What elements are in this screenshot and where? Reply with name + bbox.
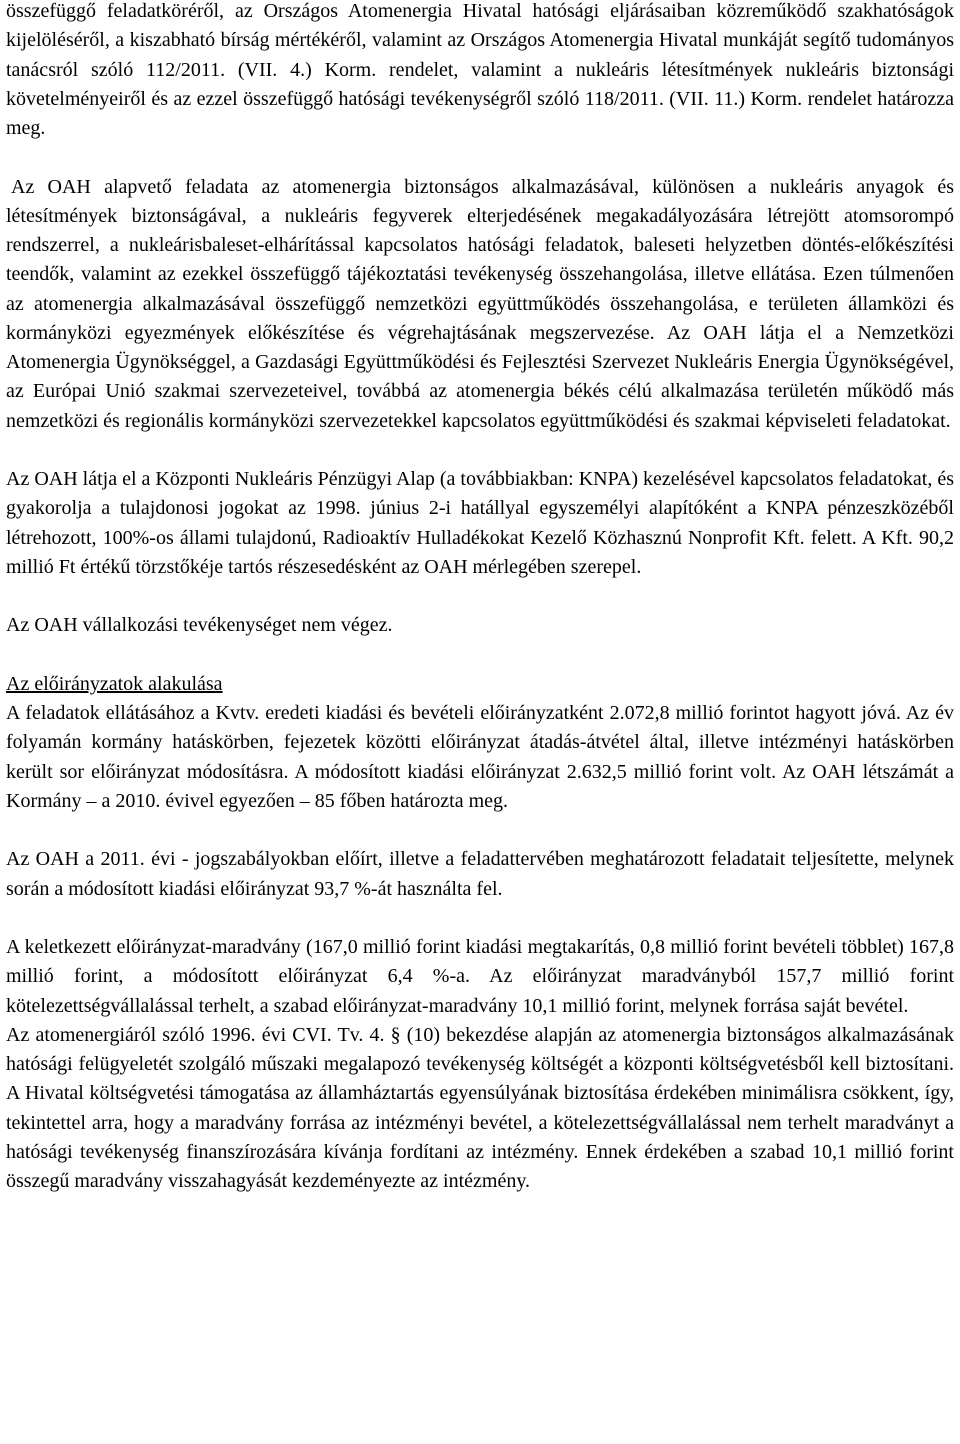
paragraph-regulation-continuation: összefüggő feladatköréről, az Országos Atomenergia Hivatal hatósági eljárásaiban közreműködő szakhatóságok kijelöléséről, a kiszabható bírság mértékéről, valamint az Országos Atomenergia Hivatal munkáját segítő tudományos tanácsról szóló 112/2011. (VII. 4.) Korm. rendelet, valamint a nukleáris létesítmények nukleáris biztonsági követelményeiről és az ezzel összefüggő hatósági tevékenységről szóló 118/2011. (VII. 11.) Korm. rendelet határozza meg. (6, 0, 954, 139)
section-heading-appropriations: Az előirányzatok alakulása (6, 672, 223, 695)
paragraph-atomic-energy-act: Az atomenergiáról szóló 1996. évi CVI. Tv. 4. § (10) bekezdése alapján az atomenergia biztonságos alkalmazásának hatósági felügyeletét szolgáló műszaki megalapozó tevékenység költségét a központi költségvetésből kell biztosítani. A Hivatal költségvetési támogatása az államháztartás egyensúlyának biztosítása érdekében minimálisra csökkent, így, tekintettel arra, hogy a maradvány forrása az intézményi bevétel, a kötelezettségvállalással nem terhelt maradványt a hatósági tevékenység finanszírozására kívánja fordítani az intézmény. Ennek érdekében a szabad 10,1 millió forint összegű maradvány visszahagyását kezdeményezte az intézmény. (6, 1023, 954, 1192)
paragraph-knpa: Az OAH látja el a Központi Nukleáris Pénzügyi Alap (a továbbiakban: KNPA) kezelésével kapcsolatos feladatokat, és gyakorolja a tulajdonosi jogokat az 1998. június 2-i hatállyal egyszemélyi alapítóként a KNPA pénzeszközéből létrehozott, 100%-os állami tulajdonú, Radioaktív Hulladékokat Kezelő Közhasznú Nonprofit Kft. felett. A Kft. 90,2 millió Ft értékű törzstőkéje tartós részesedésként az OAH mérlegében szerepel. (6, 468, 954, 578)
paragraph-appropriations: A feladatok ellátásához a Kvtv. eredeti kiadási és bevételi előirányzatként 2.072,8 millió forintot hagyott jóvá. Az év folyamán kormány hatáskörben, fejezetek közötti előirányzat átadás-átvétel által, illetve intézményi hatáskörben került sor előirányzat módosításra. A módosított kiadási előirányzat 2.632,5 millió forint volt. Az OAH létszámát a Kormány – a 2010. évivel egyezően – 85 főben határozta meg. (6, 702, 954, 812)
paragraph-residual: A keletkezett előirányzat-maradvány (167,0 millió forint kiadási megtakarítás, 0,8 millió forint bevételi többlet) 167,8 millió forint, a módosított előirányzat 6,4 %-a. Az előirányzat maradványból 157,7 millió forint kötelezettségvállalással terhelt, a szabad előirányzat-maradvány 10,1 millió forint, melynek forrása saját bevétel. (6, 936, 954, 1017)
paragraph-core-duties: Az OAH alapvető feladata az atomenergia biztonságos alkalmazásával, különösen a nukleáris anyagok és létesítmények biztonságával, a nukleáris fegyverek elterjedésének megakadályozására létrejött atomsorompó rendszerrel, a nukleárisbaleset-elhárítással kapcsolatos hatósági feladatok, baleseti helyzetben döntés-előkészítési teendők, valamint az ezekkel összefüggő tájékoztatási tevékenység összehangolása, illetve ellátása. Ezen túlmenően az atomenergia alkalmazásával összefüggő nemzetközi együttműködés összehangolása, e területen államközi és kormányközi egyezmények előkészítése és végrehajtásának megszervezése. Az OAH látja el a Nemzetközi Atomenergia Ügynökséggel, a Gazdasági Együttműködési és Fejlesztési Szervezet Nukleáris Energia Ügynökségével, az Európai Unió szakmai szervezeteivel, továbbá az atomenergia békés célú alkalmazása területén működő más nemzetközi és regionális kormányközi szervezetekkel kapcsolatos együttműködési és szakmai képviseleti feladatokat. (6, 175, 954, 432)
paragraph-no-business: Az OAH vállalkozási tevékenységet nem végez. (6, 614, 393, 637)
paragraph-performance: Az OAH a 2011. évi - jogszabályokban előírt, illetve a feladattervében meghatározott feladatait teljesítette, melynek során a módosított kiadási előirányzat 93,7 %-át használta fel. (6, 848, 954, 900)
